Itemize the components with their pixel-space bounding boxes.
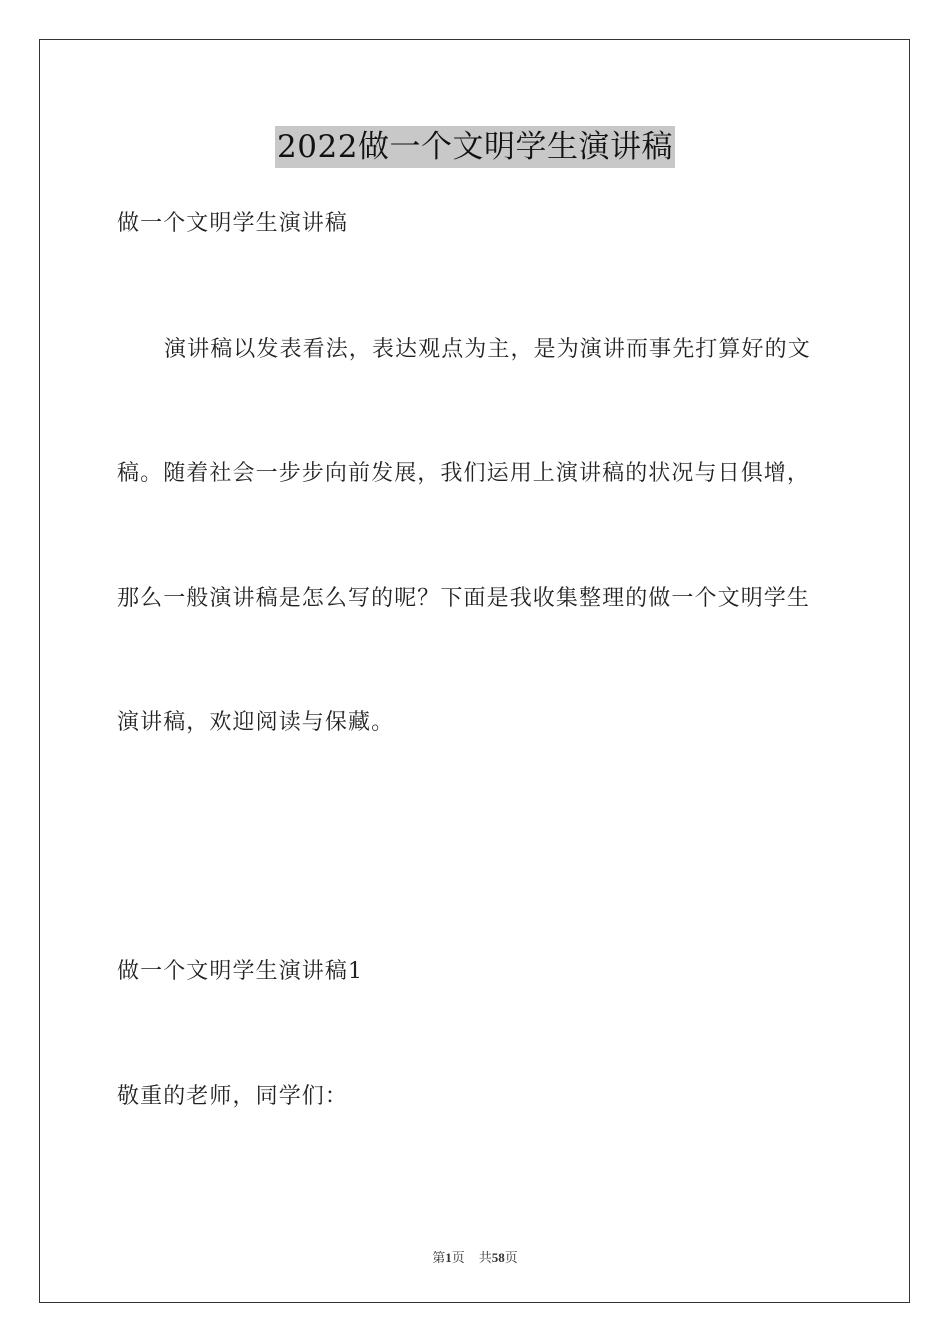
section-heading: 做一个文明学生演讲稿1 xyxy=(117,959,364,984)
footer-total-prefix: 共 xyxy=(478,1250,492,1265)
title-container xyxy=(0,126,950,168)
intro-line-3: 那么一般演讲稿是怎么写的呢？下面是我收集整理的做一个文明学生 xyxy=(117,586,811,611)
document-subtitle: 做一个文明学生演讲稿 xyxy=(117,211,349,236)
intro-line-1: 演讲稿以发表看法，表达观点为主，是为演讲而事先打算好的文 xyxy=(164,337,811,362)
page-footer xyxy=(0,1247,950,1266)
document-title: 2022做一个文明学生演讲稿 xyxy=(275,126,675,168)
footer-page-prefix: 第 xyxy=(432,1250,446,1265)
footer-page-suffix: 页 xyxy=(451,1250,465,1265)
footer-page-number: 1 xyxy=(445,1250,452,1265)
intro-line-2: 稿。随着社会一步步向前发展，我们运用上演讲稿的状况与日俱增， xyxy=(117,461,811,486)
footer-total-pages: 58 xyxy=(491,1250,505,1265)
intro-line-4: 演讲稿，欢迎阅读与保藏。 xyxy=(117,710,395,735)
salutation: 敬重的老师，同学们： xyxy=(117,1084,349,1109)
footer-total-suffix: 页 xyxy=(504,1250,518,1265)
